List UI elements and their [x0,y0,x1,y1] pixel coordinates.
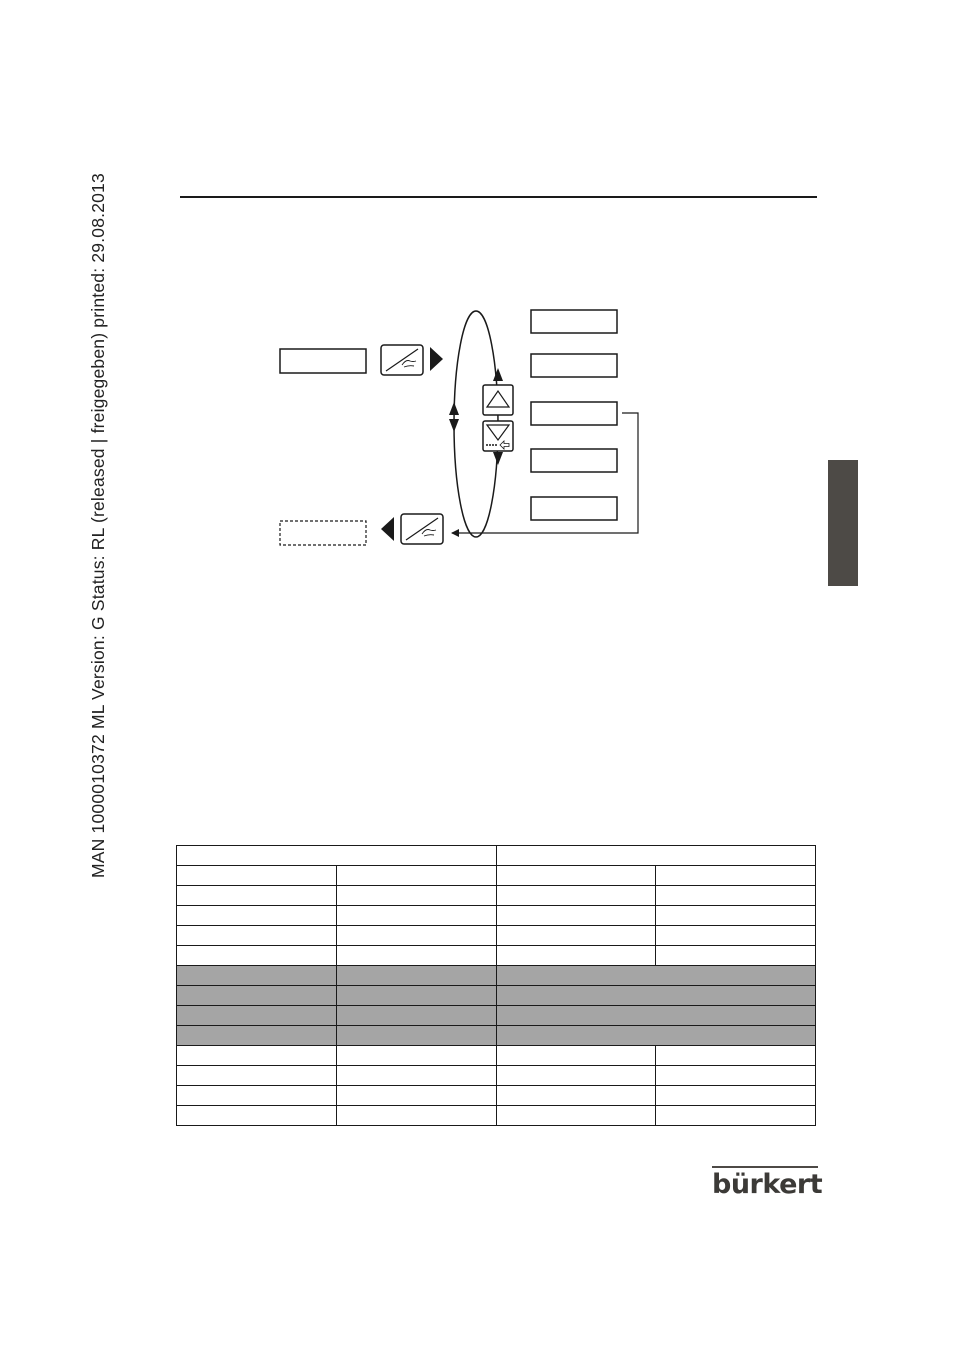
table-cell [177,886,337,906]
table-cell [656,866,816,886]
enter-hand-key-icon [381,345,423,375]
display-box-exit [280,521,366,545]
table-cell [496,906,656,926]
table-cell [656,906,816,926]
enter-arrow-right-icon [430,347,443,371]
table-cell [336,866,496,886]
logo-wordmark: bürkert [712,1169,823,1200]
table-cell [336,1026,496,1046]
table-cell [496,886,656,906]
table-row [177,946,816,966]
table-row [177,926,816,946]
table-cell [496,846,816,866]
table-cell [177,1026,337,1046]
table-row [177,1106,816,1126]
table-row [177,1086,816,1106]
table-cell [336,1066,496,1086]
table-cell [496,866,656,886]
table-cell [177,846,497,866]
display-box-current [280,349,366,373]
cycle-arrow-up-right-icon [493,368,503,381]
table-row [177,886,816,906]
table-cell [656,1046,816,1066]
table-row [177,1046,816,1066]
cycle-arrow-down-left-icon [449,419,459,432]
table-cell [336,966,496,986]
menu-item-box-5 [531,497,617,520]
table-cell [177,866,337,886]
menu-item-box-3 [531,402,617,425]
table-cell [177,1086,337,1106]
table-row [177,846,816,866]
table-cell [336,986,496,1006]
burkert-logo [712,1166,823,1200]
table-cell [656,1106,816,1126]
cycle-arrow-down-right-icon [493,452,503,465]
cycle-arrow-up-left-icon [449,402,459,415]
table-cell [177,966,337,986]
table-cell [496,1106,656,1126]
table-cell [656,1086,816,1106]
table-cell [656,886,816,906]
table-row [177,1066,816,1086]
table-cell [336,1046,496,1066]
document-metadata-vertical: MAN 1000010372 ML Version: G Status: RL (released | freigegeben) printed: 29.08.2013 [88,173,108,878]
table-row [177,1026,816,1046]
table-row [177,986,816,1006]
table-row [177,966,816,986]
table-cell [496,1086,656,1106]
table-cell [177,926,337,946]
menu-navigation-diagram [0,0,953,650]
table-cell [656,946,816,966]
exit-hand-key-icon [401,514,443,544]
table-cell [177,1066,337,1086]
table-cell [336,1106,496,1126]
table-cell [177,1106,337,1126]
table-cell [496,1066,656,1086]
table-cell [496,1026,816,1046]
table-cell [496,966,816,986]
logo-bar [712,1166,818,1168]
table-cell [496,1006,816,1026]
table-cell [336,926,496,946]
table-cell [177,946,337,966]
exit-arrow-left-icon [381,517,394,541]
menu-item-box-1 [531,310,617,333]
table-cell [496,946,656,966]
parameter-table [176,845,816,1126]
menu-item-box-2 [531,354,617,377]
table-cell [177,986,337,1006]
down-arrow-key-icon [483,421,513,451]
table-cell [496,986,816,1006]
table-cell [336,886,496,906]
table-cell [336,946,496,966]
table-cell [336,906,496,926]
table-cell [336,1086,496,1106]
table-cell [656,1066,816,1086]
table-cell [177,1006,337,1026]
table-cell [496,926,656,946]
table-cell [656,926,816,946]
table-row [177,906,816,926]
table-row [177,866,816,886]
table-row [177,1006,816,1026]
table-cell [177,906,337,926]
table-cell [336,1006,496,1026]
up-arrow-key-icon [483,385,513,415]
table-cell [177,1046,337,1066]
table-cell [496,1046,656,1066]
menu-item-box-4 [531,449,617,472]
